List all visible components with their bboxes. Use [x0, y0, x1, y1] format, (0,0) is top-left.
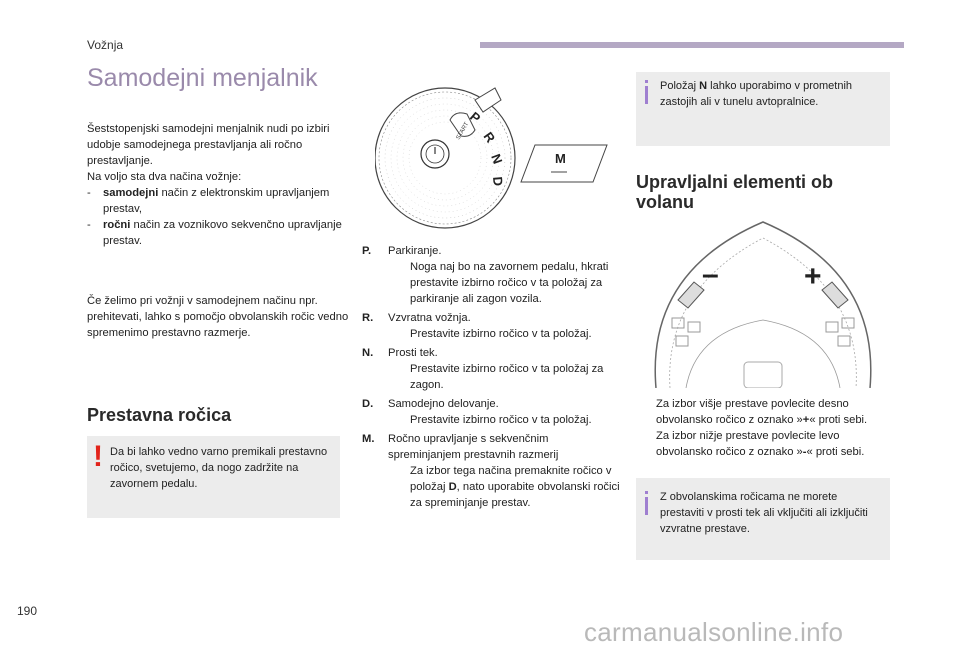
gear-entry-d: D. Samodejno delovanje. Prestavite izbirno ročico v ta položaj. — [362, 398, 592, 426]
gear-label-p: P — [467, 108, 484, 126]
steering-wheel-illustration — [636, 212, 890, 388]
term-manual: ročni — [103, 219, 131, 231]
intro-p2: Na voljo sta dva načina vožnje: — [87, 171, 242, 183]
info-icon — [645, 86, 648, 104]
info-text-neutral: Položaj N lahko uporabimo v prometnih zastojih ali v tunelu avtopralnice. — [660, 80, 853, 108]
section-heading-paddles: Upravljalni elementi ob volanu — [636, 172, 834, 212]
gear-entry-m: M. Ročno upravljanje s sekvenčnim spreminjanjem prestavnih razmerij Za izbor tega načina premaknite ročico v položaj D, nato uporabite obvolanski ročici za spreminjanje prestav. — [362, 433, 620, 509]
list-item: Za izbor nižje prestave povlecite levo obvolansko ročico z oznako »-« proti sebi. — [656, 430, 865, 458]
info-icon — [645, 497, 648, 515]
plus-label: + — [804, 260, 822, 293]
intro-text — [87, 121, 349, 249]
page-title: Samodejni menjalnik — [87, 64, 318, 92]
intro-p1: Šeststopenjski samodejni menjalnik nudi po izbiri udobje samodejnega prestavljanja ali ročno prestavljanje. — [87, 123, 330, 167]
gear-list — [362, 243, 622, 514]
paddle-list — [636, 396, 886, 460]
list-item: - ročni način za voznikovo sekvenčno upravljanje prestav. — [87, 219, 342, 247]
info-box-neutral — [636, 72, 890, 146]
list-item: Za izbor višje prestave povlecite desno obvolansko ročico z oznako »+« proti sebi. — [656, 398, 868, 426]
warning-icon: ! — [93, 440, 103, 473]
info-text-paddles: Z obvolanskima ročicama ne morete prestaviti v prosti tek ali vključiti ali izključiti vzvratne prestave. — [660, 491, 868, 535]
start-label: START — [455, 121, 471, 141]
minus-label: – — [702, 258, 719, 291]
warning-box — [87, 436, 340, 518]
gear-label-r: R — [480, 129, 499, 146]
page-number: 190 — [17, 604, 38, 618]
gear-label-n: N — [488, 151, 506, 166]
gear-selector-illustration — [375, 80, 635, 240]
list-item: - samodejni način z elektronskim upravljanjem prestav, — [87, 187, 330, 215]
warning-text: Da bi lahko vedno varno premikali prestavno ročico, svetujemo, da nogo zadržite na zavornem pedalu. — [110, 446, 328, 490]
paragraph-overtake: Če želimo pri vožnji v samodejnem načinu npr. prehitevati, lahko s pomočjo obvolanskih ročic vedno spremenimo prestavno razmerje. — [87, 295, 349, 339]
section-heading-gear-lever: Prestavna ročica — [87, 405, 232, 425]
gear-entry-p: P. Parkiranje. Noga naj bo na zavornem pedalu, hkrati prestavite izbirno ročico v ta položaj za parkiranje ali zagon vozila. — [362, 245, 609, 305]
info-box-paddles — [636, 478, 890, 560]
header-bar — [480, 42, 904, 48]
gear-label-d: D — [490, 175, 506, 187]
term-automatic: samodejni — [103, 187, 159, 199]
gear-entry-r: R. Vzvratna vožnja. Prestavite izbirno ročico v ta položaj. — [362, 312, 592, 340]
m-button-label: M — [555, 151, 566, 166]
gear-entry-n: N. Prosti tek. Prestavite izbirno ročico v ta položaj za zagon. — [362, 347, 604, 391]
section-tag: Vožnja — [87, 38, 124, 52]
watermark: carmanualsonline.info — [584, 617, 844, 647]
